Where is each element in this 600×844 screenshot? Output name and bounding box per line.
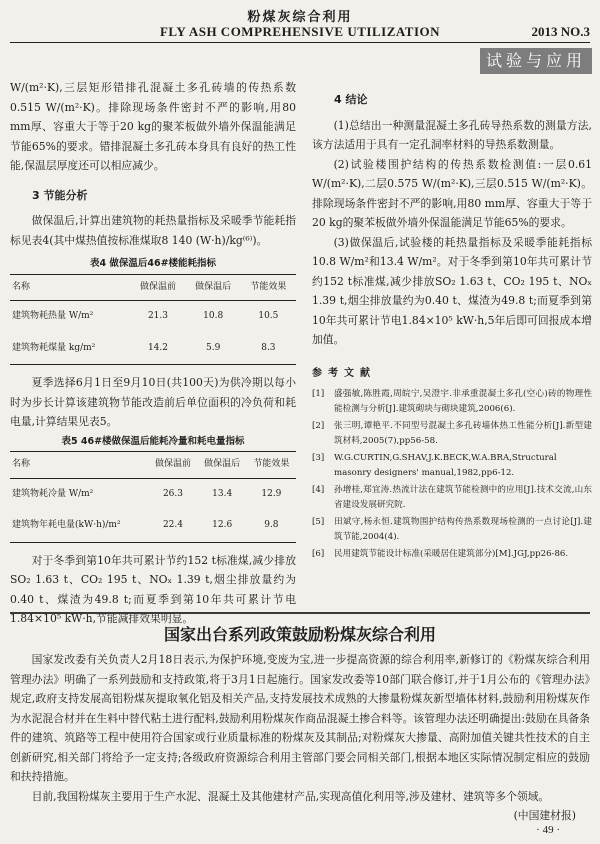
table-cell: 10.8 [203, 311, 224, 321]
table-cell: 建筑物耗冷量 W/m² [12, 488, 94, 499]
table-cell: 建筑物耗煤量 kg/m² [10, 333, 130, 365]
section-3-para-2: 夏季选择6月1日至9月10日(共100天)为供冷期以每小时为步长计算该建筑物节能改造前后单位面积的冷负荷和耗电量,计算结果见表5。 [10, 376, 296, 428]
table-cell: 9.8 [247, 510, 296, 542]
table-4-header: 节能效果 [241, 274, 296, 301]
table-row [10, 333, 296, 365]
reference-text: 田斌守,杨永恒.建筑物围护结构传热系数现场检测的一点讨论[J].建筑节能,2004(4). [334, 517, 592, 542]
reference-text: 张三明,谭艳平.不同型号混凝土多孔砖墙体热工性能分析[J].新型建筑材料,2005(7),pp56-58. [334, 421, 592, 446]
section-3-title: 3 节能分析 [32, 188, 88, 202]
reference-number: [5] [312, 517, 325, 527]
table-4-header: 做保温前 [130, 274, 185, 301]
news-title: 国家出台系列政策鼓励粉煤灰综合利用 [163, 625, 436, 644]
table-5-title: 表5 46#楼做保温后能耗冷量和耗电量指标 [61, 435, 245, 447]
table-4-header: 名称 [10, 274, 130, 301]
reference-item [312, 515, 592, 545]
table-cell: 10.5 [258, 311, 279, 321]
table-row [10, 510, 296, 542]
table-4-header: 做保温后 [186, 274, 241, 301]
header-rule [10, 42, 590, 43]
reference-item [312, 547, 592, 562]
reference-item [312, 419, 592, 449]
news-paragraph-2: 目前,我国粉煤灰主要用于生产水泥、混凝土及其他建材产品,实现高值化利用等,涉及建材、建筑等多个领域。 [31, 789, 550, 803]
conclusion-3: (3)做保温后,试验楼的耗热量指标及采暖季能耗指标10.8 W/m²和13.4 W/m²。对于冬季到第10年共可累计节约152 t标准煤,减少排放SO₂ 1.63 t、CO₂ 195 t、NOₓ 1.39 t,烟尘排放量约为0.40 t、煤渣为49.8 t;而夏季到第10年共可累计节电1.84×10⁵ kW·h,5年后即可回报成本增加值。 [312, 235, 592, 346]
table-cell: 12.6 [198, 510, 247, 542]
reference-number: [6] [312, 549, 325, 559]
table-cell: 13.4 [212, 488, 233, 499]
reference-number: [1] [312, 389, 325, 399]
reference-item [312, 483, 592, 513]
table-cell: 12.9 [261, 488, 282, 499]
year-issue: 2013 NO.3 [531, 24, 590, 39]
table-row [10, 478, 296, 510]
reference-text: 孙增桂,郑宜涛.热流计法在建筑节能检测中的应用[J].技术交流,山东省建设发展研究院. [334, 485, 592, 510]
references-list [312, 387, 592, 562]
journal-title-cn: 粉煤灰综合利用 [247, 10, 353, 25]
table-5 [10, 451, 296, 543]
conclusion-2: (2)试验楼围护结构的传热系数检测值:一层0.61 W/(m²·K),二层0.575 W/(m²·K),三层0.515 W/(m²·K)。排除现场条件密封不严的影响,用80 mm厚、容重大于等于20 kg的聚苯板做外墙外保温能满足节能65%的要求。 [312, 157, 592, 229]
table-5-header: 节能效果 [247, 452, 296, 479]
table-4 [10, 274, 296, 366]
paragraph-continued: W/(m²·K),三层矩形错排孔混凝土多孔砖墙的传热系数0.515 W/(m²·K)。排除现场条件密封不严的影响,用80 mm厚、容重大于等于20 kg的聚苯板做外墙外保温能满足节能65%的要求。错排混凝土多孔砖本身具有良好的热工性能,保温层厚度还可以相应减少。 [10, 81, 296, 172]
reference-text: 盛强敏,陈胜霞,周皖宁,吴澄宇.非承重混凝土多孔(空心)砖的物理性能检测与分析[J].建筑砌块与砌块建筑,2006(6). [334, 389, 592, 414]
news-separator [10, 612, 590, 614]
table-5-header: 做保温前 [148, 452, 197, 479]
reference-number: [3] [312, 453, 325, 463]
news-body [10, 650, 590, 826]
reference-item [312, 451, 592, 481]
table-cell: 5.9 [186, 333, 241, 365]
table-4-title: 表4 做保温后46#楼能耗指标 [89, 258, 217, 269]
left-column [10, 78, 296, 629]
section-banner: 试验与应用 [480, 48, 592, 74]
section-4-title: 4 结论 [334, 93, 368, 106]
section-3-para-1: 做保温后,计算出建筑物的耗热量指标及采暖季节能耗指标见表4(其中煤热值按标准煤取8 140 (W·h)/kg⁽⁶⁾)。 [10, 214, 296, 247]
table-cell: 26.3 [162, 488, 183, 499]
reference-text: 民用建筑节能设计标准(采暖居住建筑部分)[M].JGJ,pp26-86. [334, 549, 569, 559]
references-title: 参考文献 [312, 367, 376, 379]
reference-text: W.G.CURTIN,G.SHAV,J.K.BECK,W.A.BRA,Structural masonry designers' manual,1982,pp6-12. [334, 453, 557, 478]
table-5-header: 名称 [10, 452, 148, 479]
right-column [312, 90, 592, 564]
table-5-header: 做保温后 [198, 452, 247, 479]
reference-item [312, 387, 592, 417]
table-cell: 建筑物年耗电量(kW·h)/m² [10, 510, 148, 542]
reference-number: [4] [312, 485, 325, 495]
table-cell: 建筑物耗热量 W/m² [12, 311, 94, 321]
journal-title-en: FLY ASH COMPREHENSIVE UTILIZATION [159, 24, 441, 39]
news-source: (中国建材报) [513, 809, 576, 822]
table-cell: 8.3 [241, 333, 296, 365]
page-number: · 49 · [536, 824, 560, 836]
reference-number: [2] [312, 421, 325, 431]
table-cell: 22.4 [148, 510, 197, 542]
table-cell: 14.2 [130, 333, 185, 365]
section-3-para-3: 对于冬季到第10年共可累计节约152 t标准煤,减少排放SO₂ 1.63 t、CO₂ 195 t、NOₓ 1.39 t,烟尘排放量约为0.40 t、煤渣为49.8 t;而夏季到第10年共可累计节电1.84×10⁵ kW·h,节能减排效果明显。 [10, 553, 296, 625]
table-cell: 21.3 [147, 311, 168, 321]
news-paragraph-1: 国家发改委有关负责人2月18日表示,为保护环境,变废为宝,进一步提高资源的综合利用率,新修订的《粉煤灰综合利用管理办法》明确了一系列鼓励和支持政策,将于3月1日起施行。国家发改委等10部门联合修订,并于1月公布的《管理办法》规定,政府支持发展高铝粉煤灰提取氧化铝及相关产品,支持发展技术成熟的大掺量粉煤灰新型墙体材料,鼓励利用粉煤灰作为水泥混合材并在生料中替代粘土进行配料,鼓励利用粉煤灰作商品混凝土掺合料等。该管理办法还明确提出:鼓励在具备条件的建筑、筑路等工程中使用符合国家或行业质量标准的粉煤灰及其制品;对粉煤灰大掺量、高附加值关键共性技术的自主创新研究,相关部门将给予一定支持;各级政府资源综合利用主管部门要会同相关部门,根据本地区实际情况制定相应的鼓励和扶持措施。 [10, 653, 590, 783]
conclusion-1: (1)总结出一种测量混凝土多孔砖导热系数的测量方法,该方法适用于具有一定孔洞率材料的导热系数测量。 [312, 118, 592, 151]
table-row [10, 301, 296, 333]
